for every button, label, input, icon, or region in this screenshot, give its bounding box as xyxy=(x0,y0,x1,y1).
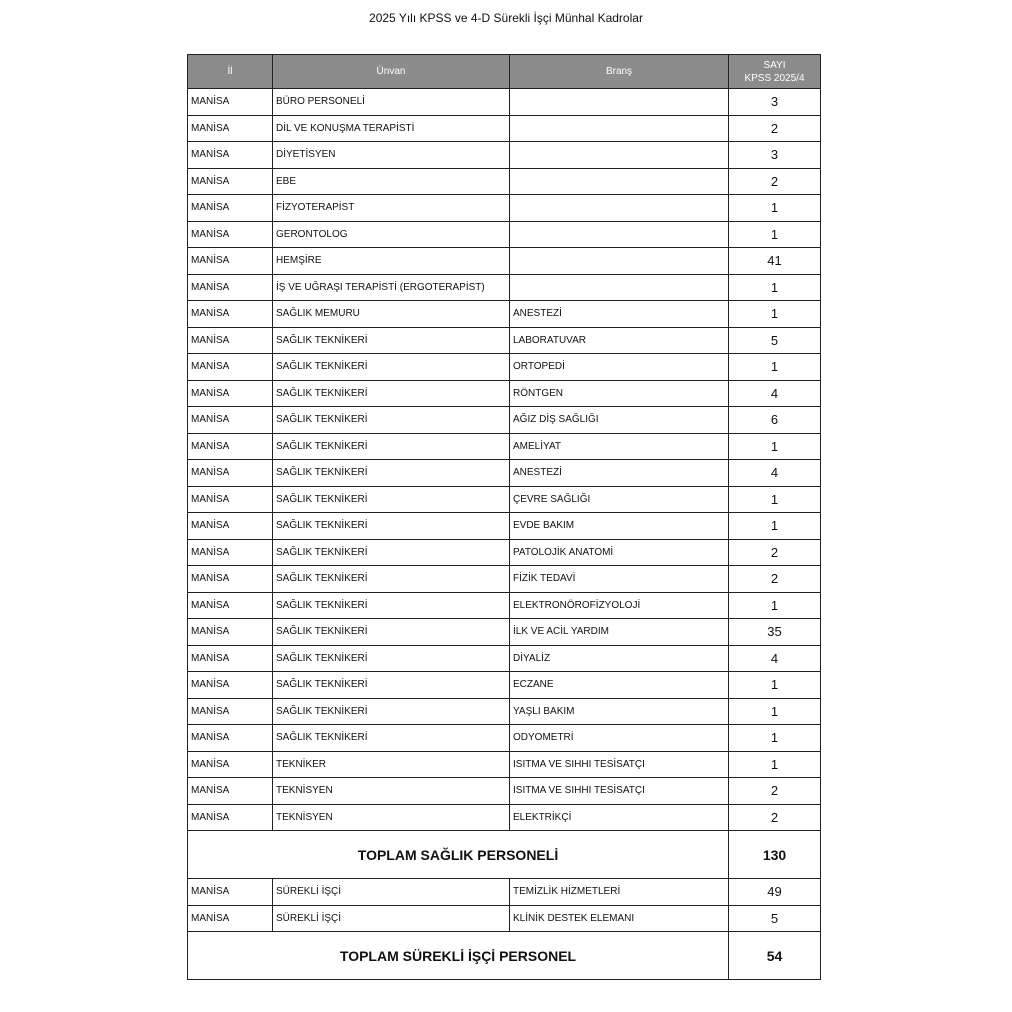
cell-unvan: SAĞLIK TEKNİKERİ xyxy=(273,513,510,540)
table-row xyxy=(188,301,821,328)
cell-unvan: EBE xyxy=(273,168,510,195)
cell-unvan: HEMŞİRE xyxy=(273,248,510,275)
table-row xyxy=(188,513,821,540)
cell-sayi: 1 xyxy=(729,486,821,513)
cell-unvan: SAĞLIK TEKNİKERİ xyxy=(273,698,510,725)
document-title: 2025 Yılı KPSS ve 4-D Sürekli İşçi Münhal Kadrolar xyxy=(369,11,643,25)
cell-brans xyxy=(510,89,729,116)
cell-il: MANİSA xyxy=(188,221,273,248)
cell-unvan: SAĞLIK TEKNİKERİ xyxy=(273,354,510,381)
vacancy-table xyxy=(187,54,821,980)
cell-unvan: DİYETİSYEN xyxy=(273,142,510,169)
table-row xyxy=(188,879,821,906)
cell-unvan: TEKNİKER xyxy=(273,751,510,778)
cell-il: MANİSA xyxy=(188,248,273,275)
cell-unvan: SAĞLIK TEKNİKERİ xyxy=(273,327,510,354)
cell-unvan: SAĞLIK TEKNİKERİ xyxy=(273,486,510,513)
cell-il: MANİSA xyxy=(188,698,273,725)
cell-sayi: 2 xyxy=(729,566,821,593)
table-row xyxy=(188,354,821,381)
cell-il: MANİSA xyxy=(188,879,273,906)
cell-unvan: SAĞLIK TEKNİKERİ xyxy=(273,407,510,434)
cell-sayi: 1 xyxy=(729,751,821,778)
cell-unvan: SÜREKLİ İŞÇİ xyxy=(273,879,510,906)
cell-il: MANİSA xyxy=(188,195,273,222)
header-row xyxy=(188,55,821,89)
cell-sayi: 2 xyxy=(729,778,821,805)
table-row xyxy=(188,433,821,460)
cell-brans: AMELİYAT xyxy=(510,433,729,460)
cell-il: MANİSA xyxy=(188,115,273,142)
total-value: 54 xyxy=(729,932,821,980)
table-body xyxy=(188,89,821,980)
table-row xyxy=(188,274,821,301)
cell-brans: FİZİK TEDAVİ xyxy=(510,566,729,593)
cell-sayi: 2 xyxy=(729,168,821,195)
cell-sayi: 3 xyxy=(729,89,821,116)
cell-unvan: SAĞLIK TEKNİKERİ xyxy=(273,619,510,646)
cell-il: MANİSA xyxy=(188,619,273,646)
cell-il: MANİSA xyxy=(188,905,273,932)
cell-brans xyxy=(510,168,729,195)
cell-unvan: TEKNİSYEN xyxy=(273,804,510,831)
table-row xyxy=(188,460,821,487)
cell-brans xyxy=(510,115,729,142)
header-sayi-line2: KPSS 2025/4 xyxy=(744,72,805,84)
cell-brans: EVDE BAKIM xyxy=(510,513,729,540)
total-value: 130 xyxy=(729,831,821,879)
header-sayi xyxy=(729,55,821,89)
cell-brans xyxy=(510,142,729,169)
cell-sayi: 1 xyxy=(729,301,821,328)
cell-il: MANİSA xyxy=(188,751,273,778)
cell-sayi: 1 xyxy=(729,592,821,619)
cell-unvan: İŞ VE UĞRAŞI TERAPİSTİ (ERGOTERAPİST) xyxy=(273,274,510,301)
cell-sayi: 4 xyxy=(729,645,821,672)
table-row xyxy=(188,778,821,805)
table-row xyxy=(188,645,821,672)
cell-unvan: SAĞLIK TEKNİKERİ xyxy=(273,725,510,752)
cell-il: MANİSA xyxy=(188,592,273,619)
cell-brans: ISITMA VE SIHHI TESİSATÇI xyxy=(510,751,729,778)
cell-brans: ANESTEZİ xyxy=(510,460,729,487)
cell-brans: ÇEVRE SAĞLIĞI xyxy=(510,486,729,513)
table-row xyxy=(188,115,821,142)
total-row-surekli-isci xyxy=(188,932,821,980)
table-row xyxy=(188,407,821,434)
cell-brans xyxy=(510,195,729,222)
cell-il: MANİSA xyxy=(188,778,273,805)
table-row xyxy=(188,539,821,566)
cell-sayi: 1 xyxy=(729,513,821,540)
table-row xyxy=(188,672,821,699)
cell-unvan: SAĞLIK TEKNİKERİ xyxy=(273,592,510,619)
cell-brans: AĞIZ DİŞ SAĞLIĞI xyxy=(510,407,729,434)
table-row xyxy=(188,619,821,646)
cell-il: MANİSA xyxy=(188,274,273,301)
cell-il: MANİSA xyxy=(188,301,273,328)
cell-brans: LABORATUVAR xyxy=(510,327,729,354)
table-row xyxy=(188,380,821,407)
table-row xyxy=(188,698,821,725)
table-row xyxy=(188,89,821,116)
cell-unvan: SAĞLIK TEKNİKERİ xyxy=(273,380,510,407)
cell-unvan: SAĞLIK TEKNİKERİ xyxy=(273,539,510,566)
table-row xyxy=(188,566,821,593)
total-label: TOPLAM SÜREKLİ İŞÇİ PERSONEL xyxy=(188,932,729,980)
cell-sayi: 1 xyxy=(729,221,821,248)
cell-il: MANİSA xyxy=(188,486,273,513)
cell-brans: DİYALİZ xyxy=(510,645,729,672)
table-row xyxy=(188,592,821,619)
cell-brans: İLK VE ACİL YARDIM xyxy=(510,619,729,646)
cell-il: MANİSA xyxy=(188,327,273,354)
header-brans: Branş xyxy=(510,55,729,89)
cell-unvan: SÜREKLİ İŞÇİ xyxy=(273,905,510,932)
cell-sayi: 1 xyxy=(729,698,821,725)
table-row xyxy=(188,486,821,513)
total-label: TOPLAM SAĞLIK PERSONELİ xyxy=(188,831,729,879)
cell-sayi: 3 xyxy=(729,142,821,169)
cell-sayi: 6 xyxy=(729,407,821,434)
table-row xyxy=(188,804,821,831)
cell-unvan: GERONTOLOG xyxy=(273,221,510,248)
cell-brans: ODYOMETRİ xyxy=(510,725,729,752)
table-row xyxy=(188,751,821,778)
table-row xyxy=(188,142,821,169)
cell-brans: KLİNİK DESTEK ELEMANI xyxy=(510,905,729,932)
cell-sayi: 2 xyxy=(729,115,821,142)
cell-brans xyxy=(510,274,729,301)
cell-unvan: SAĞLIK TEKNİKERİ xyxy=(273,566,510,593)
cell-sayi: 4 xyxy=(729,460,821,487)
cell-il: MANİSA xyxy=(188,513,273,540)
cell-unvan: BÜRO PERSONELİ xyxy=(273,89,510,116)
cell-unvan: TEKNİSYEN xyxy=(273,778,510,805)
cell-sayi: 5 xyxy=(729,905,821,932)
cell-il: MANİSA xyxy=(188,354,273,381)
cell-il: MANİSA xyxy=(188,142,273,169)
table-row xyxy=(188,221,821,248)
cell-sayi: 1 xyxy=(729,274,821,301)
cell-il: MANİSA xyxy=(188,89,273,116)
cell-sayi: 1 xyxy=(729,195,821,222)
cell-sayi: 1 xyxy=(729,354,821,381)
table-row xyxy=(188,195,821,222)
cell-brans: ISITMA VE SIHHI TESİSATÇI xyxy=(510,778,729,805)
header-unvan: Ünvan xyxy=(273,55,510,89)
cell-unvan: SAĞLIK TEKNİKERİ xyxy=(273,645,510,672)
cell-brans xyxy=(510,248,729,275)
cell-il: MANİSA xyxy=(188,645,273,672)
cell-sayi: 1 xyxy=(729,433,821,460)
cell-brans: YAŞLI BAKIM xyxy=(510,698,729,725)
cell-brans: TEMİZLİK HİZMETLERİ xyxy=(510,879,729,906)
cell-brans: ANESTEZİ xyxy=(510,301,729,328)
cell-il: MANİSA xyxy=(188,566,273,593)
cell-unvan: DİL VE KONUŞMA TERAPİSTİ xyxy=(273,115,510,142)
table-row xyxy=(188,905,821,932)
cell-il: MANİSA xyxy=(188,725,273,752)
cell-sayi: 35 xyxy=(729,619,821,646)
cell-unvan: SAĞLIK MEMURU xyxy=(273,301,510,328)
table-row xyxy=(188,327,821,354)
header-il: İl xyxy=(188,55,273,89)
cell-unvan: SAĞLIK TEKNİKERİ xyxy=(273,460,510,487)
cell-brans: ELEKTRİKÇİ xyxy=(510,804,729,831)
cell-sayi: 2 xyxy=(729,539,821,566)
cell-il: MANİSA xyxy=(188,460,273,487)
cell-sayi: 5 xyxy=(729,327,821,354)
cell-brans: ELEKTRONÖROFİZYOLOJİ xyxy=(510,592,729,619)
table-row xyxy=(188,248,821,275)
cell-il: MANİSA xyxy=(188,380,273,407)
cell-il: MANİSA xyxy=(188,539,273,566)
cell-unvan: SAĞLIK TEKNİKERİ xyxy=(273,433,510,460)
cell-sayi: 1 xyxy=(729,725,821,752)
cell-unvan: SAĞLIK TEKNİKERİ xyxy=(273,672,510,699)
cell-sayi: 4 xyxy=(729,380,821,407)
cell-brans: ORTOPEDİ xyxy=(510,354,729,381)
cell-il: MANİSA xyxy=(188,672,273,699)
cell-sayi: 49 xyxy=(729,879,821,906)
cell-il: MANİSA xyxy=(188,168,273,195)
cell-brans: ECZANE xyxy=(510,672,729,699)
cell-unvan: FİZYOTERAPİST xyxy=(273,195,510,222)
cell-brans: RÖNTGEN xyxy=(510,380,729,407)
cell-il: MANİSA xyxy=(188,407,273,434)
total-row-saglik xyxy=(188,831,821,879)
cell-sayi: 2 xyxy=(729,804,821,831)
table-row xyxy=(188,168,821,195)
cell-sayi: 1 xyxy=(729,672,821,699)
cell-brans: PATOLOJİK ANATOMİ xyxy=(510,539,729,566)
cell-sayi: 41 xyxy=(729,248,821,275)
cell-il: MANİSA xyxy=(188,433,273,460)
cell-il: MANİSA xyxy=(188,804,273,831)
cell-brans xyxy=(510,221,729,248)
table-row xyxy=(188,725,821,752)
header-sayi-line1: SAYI xyxy=(763,59,786,71)
